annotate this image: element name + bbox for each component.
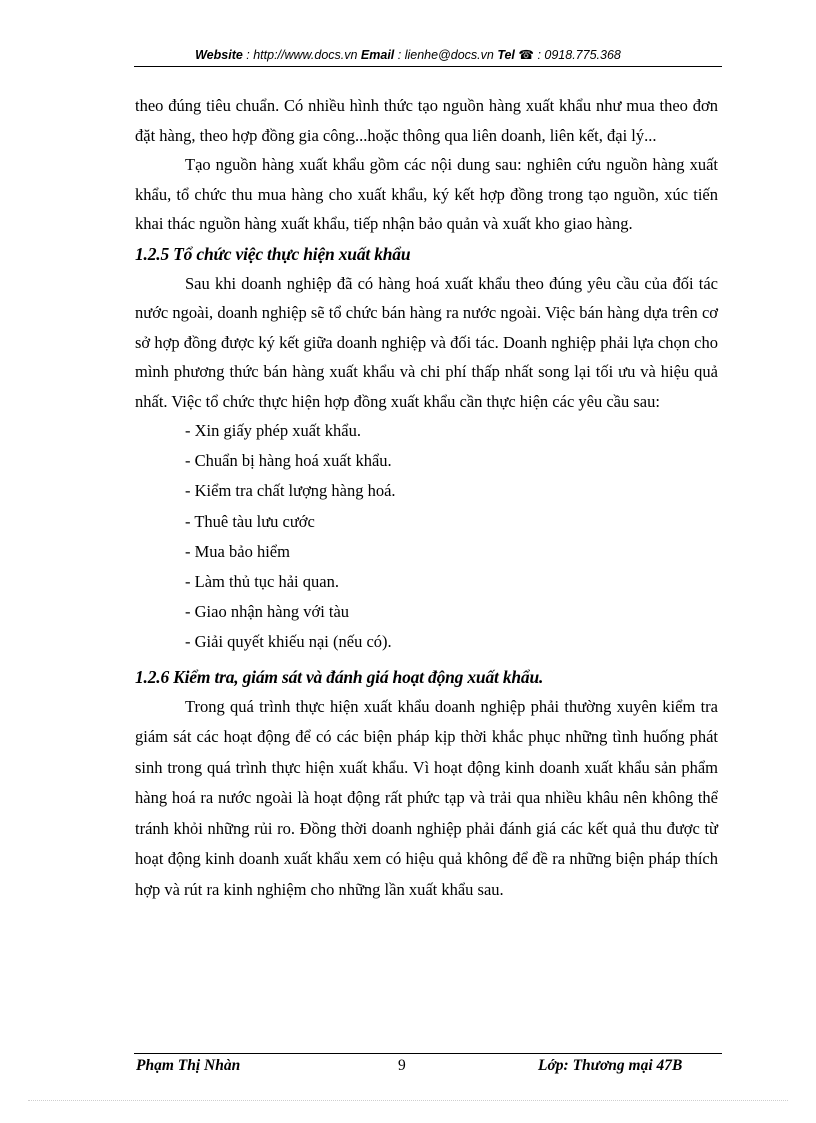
paragraph-2: Tạo nguồn hàng xuất khẩu gồm các nội dung sau: nghiên cứu nguồn hàng xuất khẩu, tổ chức thu mua hàng cho xuất khẩu, ký kết hợp đồng trong tạo nguồn, xúc tiến khai thác nguồn hàng xuất khẩu, tiếp nhận bảo quản và xuất kho giao hàng. bbox=[135, 155, 718, 233]
list-item: - Thuê tàu lưu cước bbox=[185, 511, 315, 531]
list-item: - Chuẩn bị hàng hoá xuất khẩu. bbox=[185, 451, 392, 471]
website-value: : http://www.docs.vn bbox=[242, 48, 361, 62]
email-label: Email bbox=[360, 48, 395, 62]
tel-value: : 0918.775.368 bbox=[533, 48, 621, 62]
list-item: - Xin giấy phép xuất khẩu. bbox=[185, 421, 361, 440]
list-item: - Giao nhận hàng với tàu bbox=[185, 602, 350, 622]
section-heading-1-2-5: 1.2.5 Tổ chức việc thực hiện xuất khẩu bbox=[135, 243, 411, 264]
footer-author: Phạm Thị Nhàn bbox=[136, 1057, 241, 1074]
tel-label: Tel bbox=[497, 48, 515, 62]
phone-icon: ☎ bbox=[518, 48, 534, 62]
list-item: - Mua bảo hiểm bbox=[185, 541, 290, 561]
list-item: - Kiểm tra chất lượng hàng hoá. bbox=[185, 481, 396, 501]
header-divider bbox=[134, 66, 722, 67]
page-header bbox=[0, 47, 816, 62]
footer-class-info: Lớp: Thương mại 47B bbox=[538, 1057, 683, 1074]
paragraph-1: theo đúng tiêu chuẩn. Có nhiều hình thức tạo nguồn hàng xuất khẩu như mua theo đơn đặt hàng, theo hợp đồng gia công...hoặc thông qua liên doanh, liên kết, đại lý... bbox=[135, 96, 718, 145]
section-heading-1-2-6: 1.2.6 Kiểm tra, giám sát và đánh giá hoạt động xuất khẩu. bbox=[135, 666, 544, 687]
email-value: : lienhe@docs.vn bbox=[394, 48, 498, 62]
paragraph-3: Sau khi doanh nghiệp đã có hàng hoá xuất khẩu theo đúng yêu cầu của đối tác nước ngoài, doanh nghiệp sẽ tổ chức bán hàng ra nước ngoài. Việc bán hàng dựa trên cơ sở hợp đồng được ký kết giữa doanh nghiệp và đối tác. Doanh nghiệp phải lựa chọn cho mình phương thức bán hàng xuất khẩu và chi phí thấp nhất song lại tối ưu và hiệu quả nhất. Việc tổ chức thực hiện hợp đồng xuất khẩu cần thực hiện các yêu cầu sau: bbox=[135, 273, 718, 411]
website-label: Website bbox=[195, 48, 243, 62]
page-number: 9 bbox=[398, 1057, 406, 1074]
page-bottom-edge bbox=[28, 1100, 788, 1101]
list-item: - Làm thủ tục hải quan. bbox=[185, 572, 339, 592]
paragraph-4: Trong quá trình thực hiện xuất khẩu doanh nghiệp phải thường xuyên kiểm tra giám sát các hoạt động để có các biện pháp kịp thời khắc phục những tình huống phát sinh trong quá trình thực hiện xuất khẩu. Vì hoạt động kinh doanh xuất khẩu sản phẩm hàng hoá ra nước ngoài là hoạt động rất phức tạp và trải qua nhiều khâu nên không thể tránh khỏi những rủi ro. Đồng thời doanh nghiệp phải đánh giá các kết quả thu được từ hoạt động kinh doanh xuất khẩu xem có hiệu quả không để đề ra những biện pháp thích hợp và rút ra kinh nghiệm cho những lần xuất khẩu sau. bbox=[135, 696, 718, 899]
requirements-list bbox=[135, 416, 718, 658]
list-item: - Giải quyết khiếu nại (nếu có). bbox=[185, 632, 392, 652]
footer-divider bbox=[134, 1053, 722, 1054]
document-body bbox=[135, 91, 718, 905]
